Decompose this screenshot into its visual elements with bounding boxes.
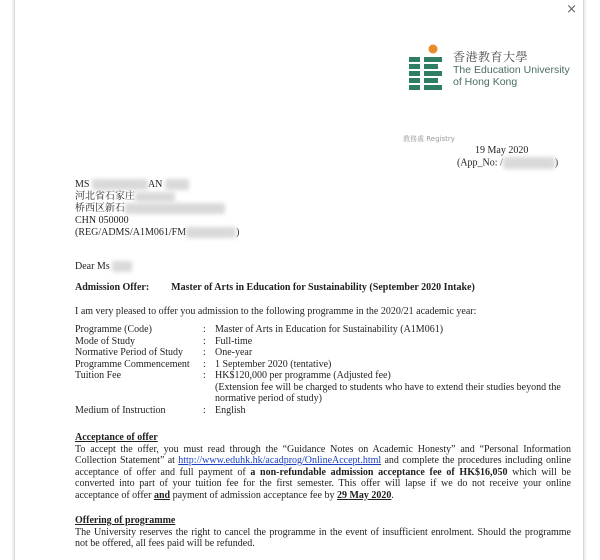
tuition-extension-note: (Extension fee will be charged to students who have to extend their studies beyond the normative period of study) [215,381,561,404]
acceptance-text: To accept the offer, you must read through the “Guidance Notes on Academic Honesty” and “Personal Information Collection Statement” at http://www.eduhk.hk/acadprog/OnlineAccept.html and complete the procedures including online acceptance of offer and full payment of a non-refundable admission acceptance fee of HK$16,050 which will be converted into part of your tuition fee for the first semester. This offer will lapse if we do not receive your online acceptance of offer and payment of admission acceptance fee by 29 May 2020. [75,443,571,501]
address-province: 河北省石家庄 [75,191,135,202]
logo-english-line2: of Hong Kong [453,76,518,88]
redacted-name-2 [165,179,189,190]
redacted-salutation-name [112,261,132,272]
app-no-prefix: (App_No: / [457,157,503,169]
date-block [457,145,581,169]
application-number [457,157,581,169]
detail-row: Mode of Study : Full-time [75,336,575,348]
offer-title: Master of Arts in Education for Sustainability (September 2020 Intake) [171,282,475,293]
logo-chinese-name: 香港教育大學 [453,50,529,64]
offering-heading: Offering of programme [75,515,176,526]
detail-value: HK$120,000 per programme (Adjusted fee) [215,370,391,381]
close-icon[interactable]: × [566,2,577,17]
detail-value: Full-time [215,335,253,347]
detail-value: English [215,404,246,416]
salutation [75,261,132,272]
address-line-3 [75,203,375,215]
letter-page [14,0,584,560]
detail-row: Programme (Code) : Master of Arts in Education for Sustainability (A1M061) [75,324,575,336]
offering-section [75,515,571,550]
offering-text: The University reserves the right to cancel the programme in the event of insufficient enrolment. Should the programme not be offered, all fees paid will be refunded. [75,526,571,549]
programme-details [75,324,575,416]
registry-label: 教務處 Registry [403,135,455,143]
address-district: 桥西区新石 [75,203,125,214]
admission-offer-line [75,282,475,293]
detail-value: Master of Arts in Education for Sustainability (A1M061) [215,324,444,335]
detail-value: One-year [215,347,253,358]
acceptance-heading: Acceptance of offer [75,432,158,443]
address-line-2 [75,191,375,203]
reference-suffix: ) [236,227,240,238]
deadline-date: 29 May 2020 [336,489,392,501]
redacted-name [92,179,148,190]
recipient-address [75,179,375,239]
detail-label: Programme (Code) [75,324,152,335]
detail-label: Mode of Study [75,335,135,347]
letter-date: 19 May 2020 [475,145,529,156]
detail-value: 1 September 2020 (tentative) [215,358,332,370]
address-line-5 [75,227,375,239]
offer-label: Admission Offer: [75,282,150,293]
address-line-4: CHN 050000 [75,215,129,226]
detail-row: Normative Period of Study : One-year [75,347,575,359]
intro-paragraph: I am very pleased to offer you admission to the following programme in the 2020/21 academic year: [75,306,477,317]
admission-fee-text: a non-refundable admission acceptance fee of HK$16,050 [250,466,508,478]
address-line-1 [75,179,375,191]
detail-label: Tuition Fee [75,370,122,381]
eduhk-logo-icon [403,44,447,100]
detail-label: Medium of Instruction [75,404,166,416]
university-logo [403,44,573,104]
detail-label: Normative Period of Study [75,347,184,358]
address-name-prefix: MS [75,179,90,190]
address-name-suffix: AN [147,179,163,190]
detail-label: Programme Commencement [75,358,190,370]
detail-row: Programme Commencement : 1 September 2020 (tentative) [75,359,575,371]
app-no-suffix: ) [554,157,559,169]
redacted-address-2 [125,203,225,214]
detail-row: Tuition Fee : HK$120,000 per programme (Adjusted fee) (Extension fee will be charged to students who have to extend their studies beyond the normative period of study) [75,370,575,405]
online-accept-link[interactable]: http://www.eduhk.hk/acadprog/OnlineAccept.html [178,455,382,466]
detail-row: Medium of Instruction : English [75,405,575,417]
redacted-address-1 [135,192,175,202]
acceptance-section [75,432,571,501]
logo-english-line1: The Education University [453,64,570,76]
redacted-reference [186,227,236,238]
salutation-text: Dear Ms [75,261,110,272]
reference-prefix: (REG/ADMS/A1M061/FM [75,227,187,238]
redacted-app-no [503,157,555,169]
